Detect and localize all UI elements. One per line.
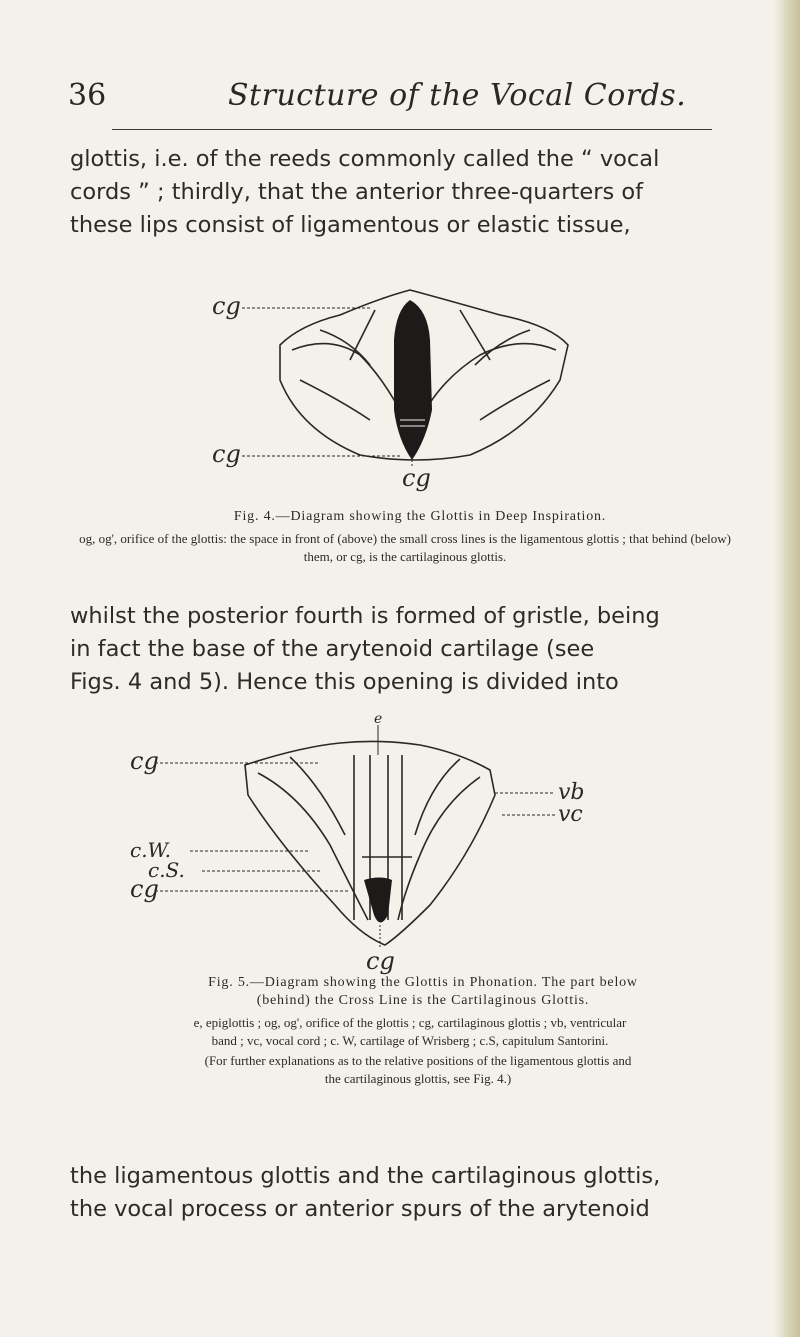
figure-5-caption — [78, 974, 768, 1010]
label-cg-center: cg — [366, 947, 395, 975]
text-line: whilst the posterior fourth is formed of gristle, being — [70, 603, 660, 629]
paragraph-1 — [70, 143, 720, 242]
figure-4-diagram — [200, 270, 600, 490]
text-line: the vocal process or anterior spurs of the arytenoid — [70, 1196, 650, 1222]
text-line: in fact the base of the arytenoid cartilage (see — [70, 636, 595, 662]
label-cg-top: cg — [212, 292, 241, 320]
figure-5-note-line: e, epiglottis ; og, og', orifice of the glottis ; cg, cartilaginous glottis ; vb, ventricular — [193, 1015, 627, 1030]
running-title: Structure of the Vocal Cords. — [228, 78, 687, 113]
figure-4-caption-text: Fig. 4.—Diagram showing the Glottis in Deep Inspiration. — [233, 509, 607, 524]
figure-5-further-note-line: the cartilaginous glottis, see Fig. 4.) — [324, 1071, 512, 1086]
paragraph-3 — [70, 1160, 750, 1226]
label-cg-bottom: cg — [212, 440, 241, 468]
text-line: Figs. 4 and 5). Hence this opening is divided into — [70, 669, 619, 695]
label-c-w: c.W. — [130, 838, 171, 862]
page-header — [68, 78, 718, 118]
label-vc: vc — [558, 802, 583, 827]
figure-5-diagram — [130, 711, 650, 975]
label-c-s: c.S. — [148, 858, 185, 882]
figure-5-further-note-line: (For further explanations as to the relative positions of the ligamentous glottis and — [204, 1053, 632, 1068]
figure-5-note-line: band ; vc, vocal cord ; c. W, cartilage of Wrisberg ; c.S, capitulum Santorini. — [211, 1033, 609, 1048]
text-line: glottis, i.e. of the reeds commonly called the “ vocal — [70, 146, 660, 172]
figure-5-caption-line: Fig. 5.—Diagram showing the Glottis in Phonation. The part below — [208, 975, 638, 990]
figure-4-note-text: og, og', orifice of the glottis: the space in front of (above) the small cross lines is the ligamentous glottis ; that behind (below) them, or cg, is the cartilaginous glottis. — [79, 531, 731, 564]
header-rule — [112, 129, 712, 130]
label-e: e — [374, 711, 383, 727]
page-number: 36 — [68, 78, 107, 113]
page-edge-shadow — [774, 0, 800, 1337]
label-cg-bottom: cg — [130, 875, 159, 903]
figure-5-further-note — [78, 1052, 758, 1088]
label-cg-center: cg — [402, 464, 431, 492]
text-line: cords ” ; thirdly, that the anterior three-quarters of — [70, 179, 644, 205]
figure-5-note — [80, 1014, 740, 1050]
figure-5-caption-line: (behind) the Cross Line is the Cartilaginous Glottis. — [256, 993, 590, 1008]
label-cg-top: cg — [130, 747, 159, 775]
text-line: these lips consist of ligamentous or elastic tissue, — [70, 212, 631, 238]
label-vb: vb — [558, 780, 585, 805]
text-line: the ligamentous glottis and the cartilaginous glottis, — [70, 1163, 661, 1189]
figure-4-note — [70, 530, 740, 566]
paragraph-2 — [70, 600, 720, 699]
figure-4-caption — [100, 508, 740, 526]
